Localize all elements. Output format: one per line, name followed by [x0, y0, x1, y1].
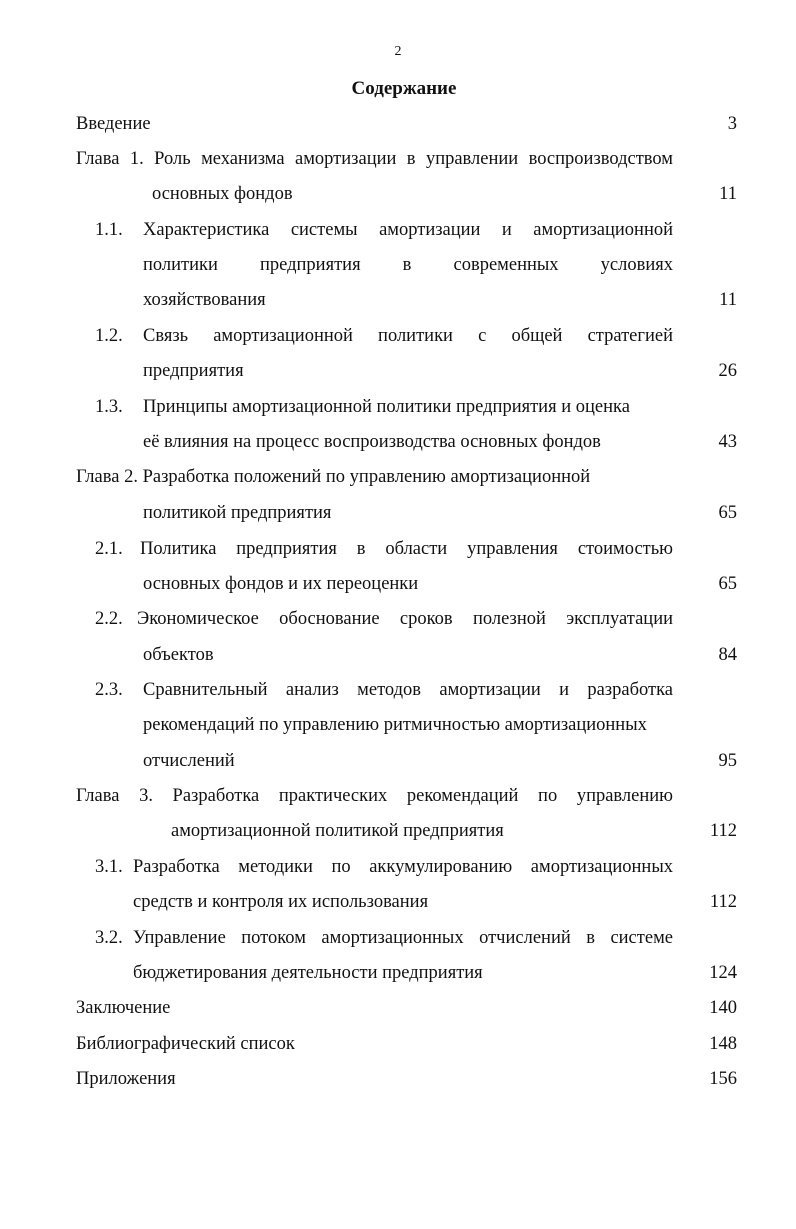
toc-section-1-2-number: 1.2.: [95, 326, 123, 346]
toc-section-2-3-number: 2.3.: [95, 680, 123, 700]
toc-page-chapter-3: 112: [709, 821, 737, 841]
toc-section-1-1-line1: Характеристика системы амортизации и амортизационной: [143, 220, 673, 240]
toc-entry-intro: Введение: [76, 114, 151, 134]
toc-section-2-2-number: 2.2.: [95, 609, 123, 629]
toc-section-2-1-line1: Политика предприятия в области управления стоимостью: [140, 539, 673, 559]
toc-chapter-2-line1: Глава 2. Разработка положений по управлению амортизационной: [76, 467, 591, 487]
toc-chapter-3-line2: амортизационной политикой предприятия: [171, 821, 504, 841]
toc-page-chapter-2: 65: [718, 503, 737, 523]
toc-section-3-1-number: 3.1.: [95, 857, 123, 877]
toc-section-1-3-line1: Принципы амортизационной политики предприятия и оценка: [143, 397, 630, 417]
toc-chapter-3-line1: Глава 3. Разработка практических рекомендаций по управлению: [76, 786, 673, 806]
toc-section-1-3-number: 1.3.: [95, 397, 123, 417]
toc-page-section-2-1: 65: [718, 574, 737, 594]
toc-section-2-3-line1: Сравнительный анализ методов амортизации и разработка: [143, 680, 673, 700]
toc-section-3-2-number: 3.2.: [95, 928, 123, 948]
toc-page-intro: 3: [727, 114, 737, 134]
toc-section-2-3-line2: рекомендаций по управлению ритмичностью амортизационных: [143, 715, 647, 735]
toc-page-section-2-3: 95: [718, 751, 737, 771]
toc-chapter-2-line2: политикой предприятия: [143, 503, 332, 523]
toc-page-bibliography: 148: [709, 1034, 737, 1054]
toc-page-section-3-1: 112: [709, 892, 737, 912]
toc-section-1-1-number: 1.1.: [95, 220, 123, 240]
toc-page-section-1-2: 26: [718, 361, 737, 381]
toc-page-section-1-1: 11: [719, 290, 737, 310]
toc-entry-bibliography: Библиографический список: [76, 1034, 295, 1054]
toc-section-1-2-line2: предприятия: [143, 361, 244, 381]
toc-chapter-1-line1: Глава 1. Роль механизма амортизации в управлении воспроизводством: [76, 149, 673, 169]
page-title: Содержание: [351, 78, 457, 99]
toc-page-conclusion: 140: [709, 998, 737, 1018]
toc-section-3-2-line2: бюджетирования деятельности предприятия: [133, 963, 483, 983]
toc-section-2-3-line3: отчислений: [143, 751, 235, 771]
toc-section-3-2-line1: Управление потоком амортизационных отчислений в системе: [133, 928, 673, 948]
toc-entry-appendices: Приложения: [76, 1069, 176, 1089]
toc-chapter-1-line2: основных фондов: [152, 184, 293, 204]
toc-page-section-2-2: 84: [718, 645, 737, 665]
toc-section-1-3-line2: её влияния на процесс воспроизводства основных фондов: [143, 432, 601, 452]
toc-page-section-3-2: 124: [709, 963, 737, 983]
toc-section-2-1-number: 2.1.: [95, 539, 123, 559]
toc-section-2-1-line2: основных фондов и их переоценки: [143, 574, 419, 594]
toc-page-chapter-1: 11: [719, 184, 737, 204]
toc-section-3-1-line1: Разработка методики по аккумулированию амортизационных: [133, 857, 673, 877]
toc-entry-conclusion: Заключение: [76, 998, 171, 1018]
toc-section-1-1-line2: политики предприятия в современных условиях: [143, 255, 673, 275]
toc-section-2-2-line2: объектов: [143, 645, 214, 665]
toc-page-appendices: 156: [709, 1069, 737, 1089]
toc-page-section-1-3: 43: [718, 432, 737, 452]
toc-section-1-1-line3: хозяйствования: [143, 290, 266, 310]
page-number: 2: [394, 44, 402, 59]
toc-section-1-2-line1: Связь амортизационной политики с общей стратегией: [143, 326, 673, 346]
toc-section-3-1-line2: средств и контроля их использования: [133, 892, 429, 912]
toc-section-2-2-line1: Экономическое обоснование сроков полезной эксплуатации: [137, 609, 673, 629]
